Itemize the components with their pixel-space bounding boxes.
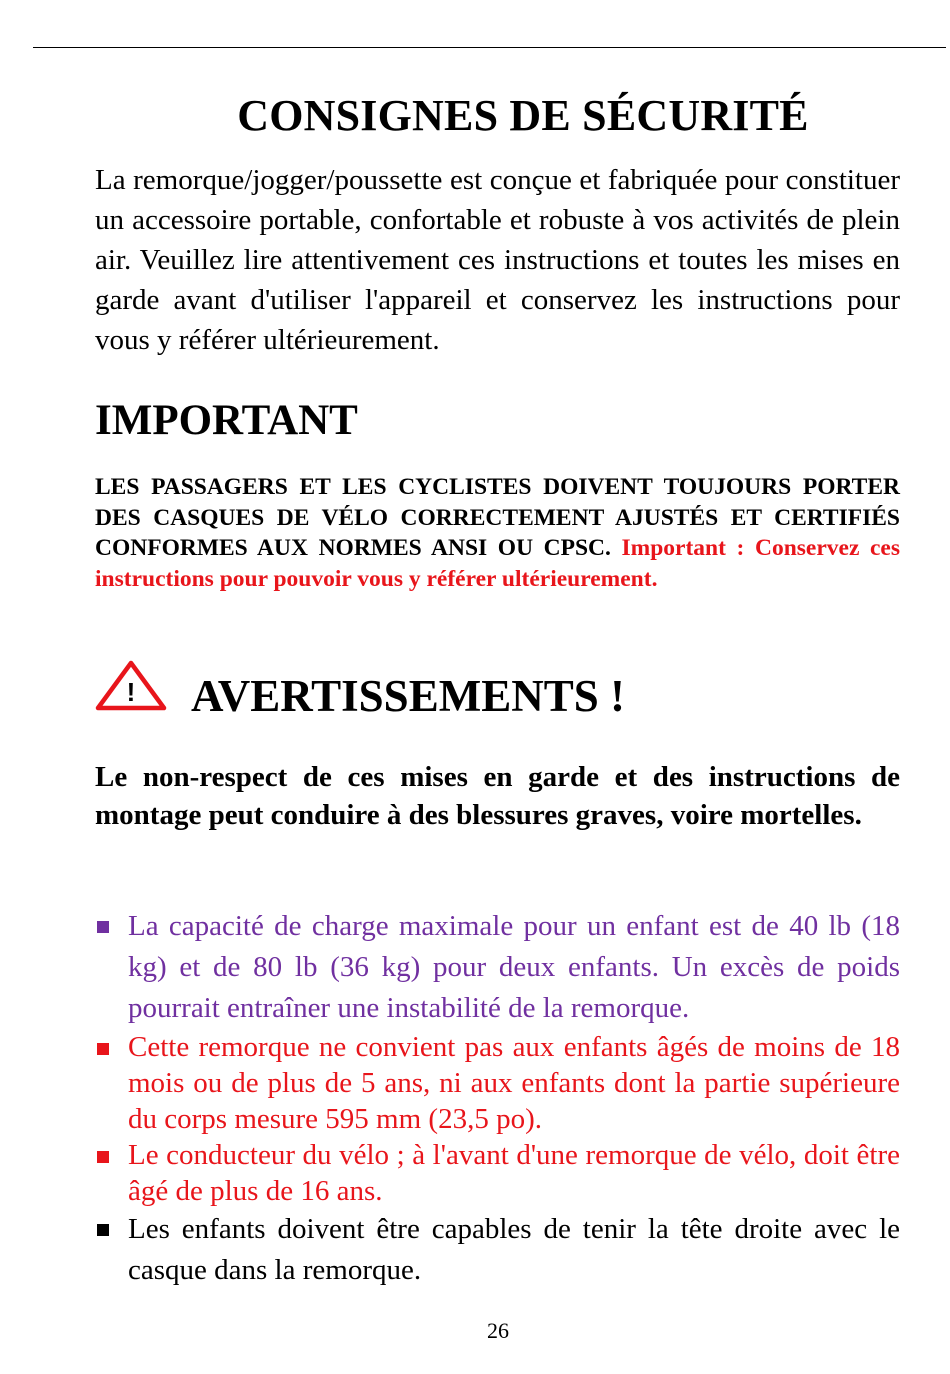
bullet-square-icon: [97, 921, 109, 933]
intro-line: activités de plein air. Veuillez lire attentivement ces instructions: [95, 204, 900, 276]
bullet-square-icon: [97, 1224, 109, 1236]
list-item: [95, 1137, 900, 1209]
list-item: [95, 906, 900, 1029]
page-title: CONSIGNES DE SÉCURITÉ: [237, 91, 809, 140]
list-item-text: La capacité de charge maximale pour un enfant est de 40 lb (18 kg) et de 80 lb (36 kg) pour deux enfants. Un excès de poids pourrait entraîner une instabilité de la remorque.: [128, 910, 900, 1024]
bullet-square-icon: [97, 1151, 109, 1163]
warnings-heading: AVERTISSEMENTS !: [191, 671, 625, 721]
warning-triangle-icon: [95, 660, 167, 712]
important-note: Important : Conservez ces instructions pour pouvoir vous y référer ultérieurement.: [95, 535, 900, 592]
list-item: [95, 1209, 900, 1291]
list-item-text: Les enfants doivent être capables de tenir la tête droite avec le casque dans la remorque.: [128, 1213, 900, 1286]
warnings-header: [95, 660, 900, 740]
top-rule: [33, 47, 946, 48]
list-item: [95, 1029, 900, 1137]
bullet-square-icon: [97, 1043, 109, 1055]
intro-line: et toutes les mises en garde avant d'utiliser l'appareil et: [95, 244, 901, 316]
intro-line: La remorque/jogger/poussette est conçue et fabriquée pour: [95, 164, 779, 196]
intro-paragraph: [95, 160, 900, 360]
important-heading: IMPORTANT: [95, 397, 358, 444]
svg-text:!: !: [126, 677, 136, 707]
list-item-text: Le conducteur du vélo ; à l'avant d'une remorque de vélo, doit être âgé de plus de 16 ans.: [128, 1139, 900, 1207]
list-item-text: Cette remorque ne convient pas aux enfants âgés de moins de 18 mois ou de plus de 5 ans, ni aux enfants dont la partie supérieure du corps mesure 595 mm (23,5 po).: [128, 1031, 900, 1135]
important-block: [95, 472, 900, 594]
warnings-list: [95, 906, 900, 1291]
intro-line: constituer un accessoire portable, confortable et robuste à vos: [95, 164, 901, 236]
intro-line: conservez les instructions pour vous y référer ultérieurement.: [95, 284, 901, 356]
important-body: LES PASSAGERS ET LES CYCLISTES DOIVENT TOUJOURS PORTER DES CASQUES DE VÉLO CORRECTEMENT AJUSTÉS ET CERTIFIÉS CONFORMES AUX NORMES ANSI OU CPSC.: [95, 474, 900, 561]
warnings-intro: Le non-respect de ces mises en garde et des instructions de montage peut conduire à des blessures graves, voire mortelles.: [95, 761, 900, 831]
page-number: 26: [487, 1318, 509, 1343]
